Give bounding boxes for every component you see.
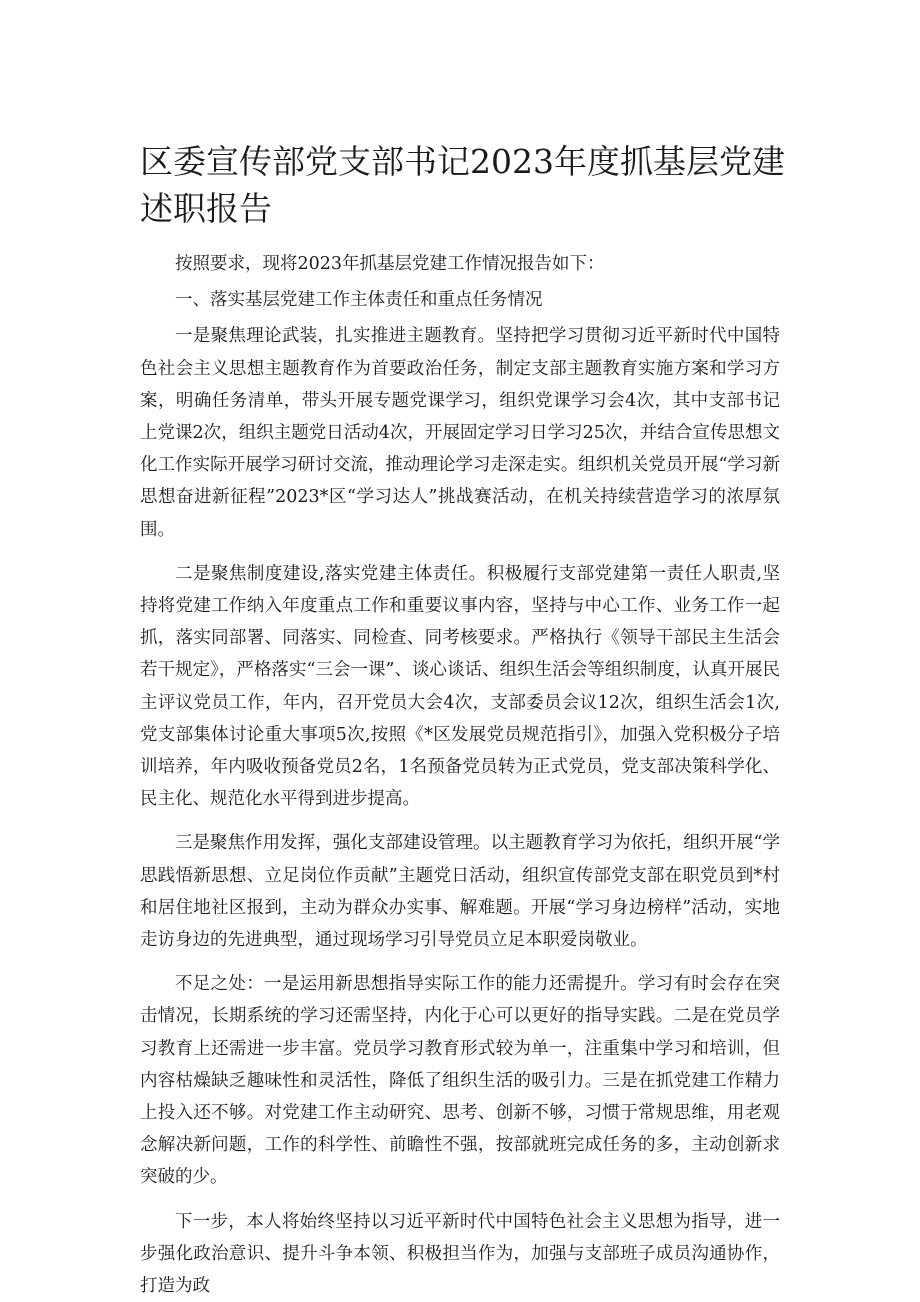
document-title: 区委宣传部党支部书记2023年度抓基层党建述职报告 bbox=[140, 142, 785, 228]
paragraph-theory: 一是聚焦理论武装，扎实推进主题教育。坚持把学习贯彻习近平新时代中国特色社会主义思想主题教育作为首要政治任务，制定支部主题教育实施方案和学习方案，明确任务清单，带头开展专题党课学习，组织党课学习会4次，其中支部书记上党课2次，组织主题党日活动4次，开展固定学习日学习25次，并结合宣传思想文化工作实际开展学习研讨交流，推动理论学习走深走实。组织机关党员开展“学习新思想奋进新征程”2023*区“学习达人”挑战赛活动，在机关持续营造学习的浓厚氛围。 bbox=[140, 326, 780, 540]
paragraph-next-steps: 下一步，本人将始终坚持以习近平新时代中国特色社会主义思想为指导，进一步强化政治意识、提升斗争本领、积极担当作为，加强与支部班子成员沟通协作，打造为政 bbox=[140, 1211, 780, 1297]
paragraph-role: 三是聚焦作用发挥，强化支部建设管理。以主题教育学习为依托，组织开展“学思践悟新思想、立足岗位作贡献”主题党日活动，组织宣传部党支部在职党员到*村和居住地社区报到，主动为群众办实事、解难题。开展“学习身边榜样”活动，实地走访身边的先进典型，通过现场学习引导党员立足本职爱岗敬业。 bbox=[140, 833, 780, 951]
paragraph-system: 二是聚焦制度建设,落实党建主体责任。积极履行支部党建第一责任人职责,坚持将党建工作纳入年度重点工作和重要议事内容，坚持与中心工作、业务工作一起抓，落实同部署、同落实、同检查、同考核要求。严格执行《领导干部民主生活会若干规定》，严格落实“三会一课”、谈心谈话、组织生活会等组织制度，认真开展民主评议党员工作，年内，召开党员大会4次，支部委员会议12次，组织生活会1次,党支部集体讨论重大事项5次,按照《*区发展党员规范指引》，加强入党积极分子培训培养，年内吸收预备党员2名，1名预备党员转为正式党员，党支部决策科学化、民主化、规范化水平得到进步提高。 bbox=[140, 563, 780, 810]
document-body bbox=[140, 248, 780, 1302]
intro-paragraph: 按照要求，现将2023年抓基层党建工作情况报告如下： bbox=[175, 254, 605, 274]
section-heading: 一、落实基层党建工作主体责任和重点任务情况 bbox=[175, 290, 543, 311]
paragraph-shortcomings: 不足之处：一是运用新思想指导实际工作的能力还需提升。学习有时会存在突击情况，长期系统的学习还需坚持，内化于心可以更好的指导实践。二是在党员学习教育上还需进一步丰富。党员学习教育形式较为单一，注重集中学习和培训，但内容枯燥缺乏趣味性和灵活性，降低了组织生活的吸引力。三是在抓党建工作精力上投入还不够。对党建工作主动研究、思考、创新不够，习惯于常规思维，用老观念解决新问题，工作的科学性、前瞻性不强，按部就班完成任务的多，主动创新求突破的少。 bbox=[140, 974, 780, 1188]
